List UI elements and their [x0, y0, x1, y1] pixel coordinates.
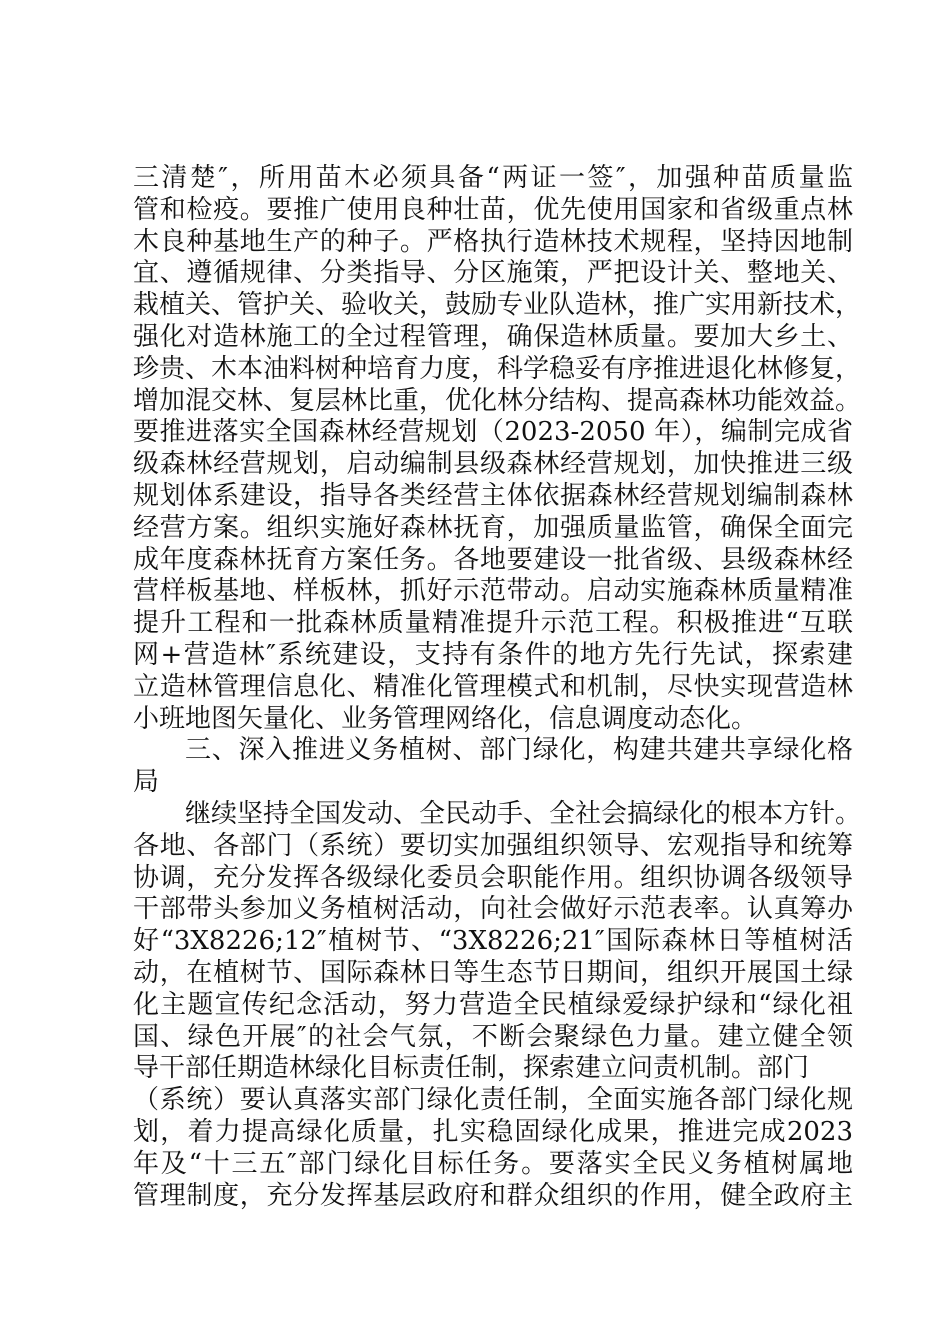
paragraph-line: 级森林经营规划，启动编制县级森林经营规划，加快推进三级 — [133, 449, 853, 480]
paragraph-line: 增加混交林、复层林比重，优化林分结构、提高森林功能效益。 — [133, 385, 862, 416]
paragraph-line: 年及“十三五″部门绿化目标任务。要落实全民义务植树属地 — [133, 1148, 853, 1179]
paragraph-line: 营样板基地、样板林，抓好示范带动。启动实施森林质量精准 — [133, 576, 853, 607]
paragraph-line: 划，着力提高绿化质量，扎实稳固绿化成果，推进完成2023 — [133, 1116, 853, 1147]
paragraph-line: 干部带头参加义务植树活动，向社会做好示范表率。认真筹办 — [133, 894, 853, 925]
paragraph-line: 规划体系建设，指导各类经营主体依据森林经营规划编制森林 — [133, 480, 853, 511]
paragraph-line: 网+营造林″系统建设，支持有条件的地方先行先试，探索建 — [133, 639, 853, 670]
paragraph-line: 协调，充分发挥各级绿化委员会职能作用。组织协调各级领导 — [133, 862, 853, 893]
paragraph-line: 小班地图矢量化、业务管理网络化，信息调度动态化。 — [133, 703, 758, 734]
paragraph-line: 宜、遵循规律、分类指导、分区施策，严把设计关、整地关、 — [133, 258, 853, 289]
paragraph-line: 管理制度，充分发挥基层政府和群众组织的作用，健全政府主 — [133, 1180, 853, 1211]
section-heading: 三、深入推进义务植树、部门绿化，构建共建共享绿化格 — [185, 735, 853, 766]
paragraph-line: 各地、各部门（系统）要切实加强组织领导、宏观指导和统筹 — [133, 830, 853, 861]
paragraph-line: 化主题宣传纪念活动，努力营造全民植绿爱绿护绿和“绿化祖 — [133, 989, 853, 1020]
paragraph-line: 要推进落实全国森林经营规划（2023-2050 年），编制完成省 — [133, 417, 853, 448]
paragraph-line: 国、绿色开展″的社会气氛，不断会聚绿色力量。建立健全领 — [133, 1021, 853, 1052]
paragraph-line: 强化对造林施工的全过程管理，确保造林质量。要加大乡土、 — [133, 321, 853, 352]
paragraph-line: 继续坚持全国发动、全民动手、全社会搞绿化的根本方针。 — [185, 798, 862, 829]
paragraph-line: 成年度森林抚育方案任务。各地要建设一批省级、县级森林经 — [133, 544, 853, 575]
paragraph-line: 管和检疫。要推广使用良种壮苗，优先使用国家和省级重点林 — [133, 194, 853, 225]
paragraph-line: 好“3X8226;12″植树节、“3X8226;21″国际森林日等植树活 — [133, 926, 853, 957]
section-heading: 局 — [133, 767, 160, 798]
document-body — [133, 163, 862, 1212]
paragraph-line: 提升工程和一批森林质量精准提升示范工程。积极推进“互联 — [133, 608, 853, 639]
paragraph-line: 经营方案。组织实施好森林抚育，加强质量监管，确保全面完 — [133, 512, 853, 543]
paragraph-line: 栽植关、管护关、验收关，鼓励专业队造林，推广实用新技术， — [133, 290, 862, 321]
paragraph-line: 导干部任期造林绿化目标责任制，探索建立问责机制。部门 — [133, 1053, 810, 1084]
paragraph-line: 木良种基地生产的种子。严格执行造林技术规程，坚持因地制 — [133, 226, 853, 257]
paragraph-line: 珍贵、木本油料树种培育力度，科学稳妥有序推进退化林修复， — [133, 353, 862, 384]
paragraph-line: 动，在植树节、国际森林日等生态节日期间，组织开展国土绿 — [133, 957, 853, 988]
paragraph-line: （系统）要认真落实部门绿化责任制，全面实施各部门绿化规 — [133, 1085, 853, 1116]
paragraph-line: 立造林管理信息化、精准化管理模式和机制，尽快实现营造林 — [133, 671, 853, 702]
paragraph-line: 三清楚″，所用苗木必须具备“两证一签″，加强种苗质量监 — [133, 163, 853, 193]
